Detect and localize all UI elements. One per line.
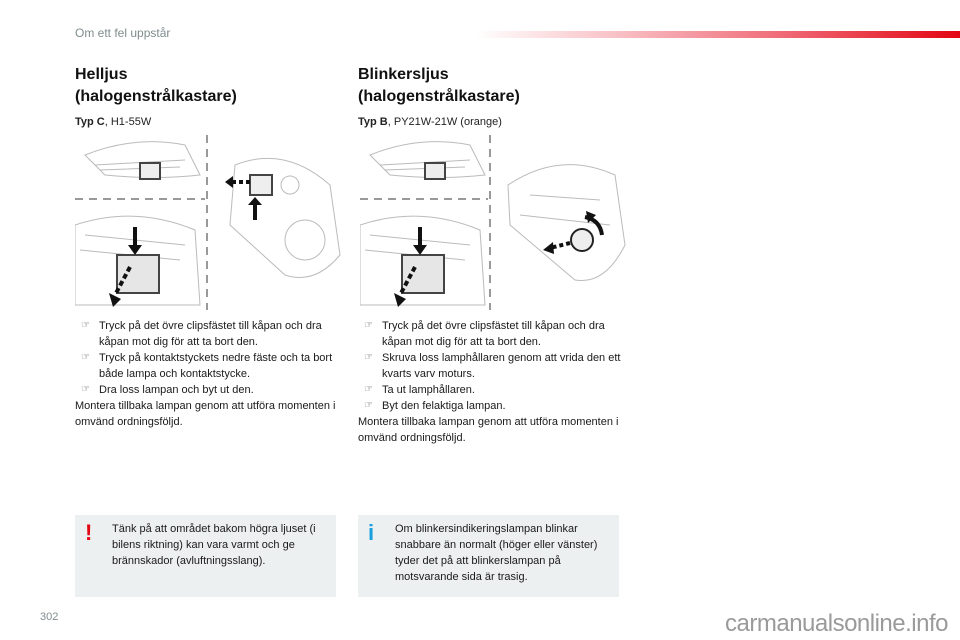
pointing-hand-icon: ☞ (364, 384, 373, 395)
step-text: Tryck på det övre clipsfästet till kåpan och dra kåpan mot dig för att ta bort den. (99, 320, 322, 348)
bulb-type-value: , PY21W-21W (orange) (387, 116, 502, 128)
step-item (75, 382, 340, 398)
section-title-line2: (halogenstrålkastare) (75, 88, 237, 105)
pointing-hand-icon: ☞ (81, 320, 90, 331)
pointing-hand-icon: ☞ (81, 384, 90, 395)
step-text: Tryck på kontaktstyckets nedre fäste och ta bort både lampa och kontaktstycke. (99, 352, 333, 380)
step-item (358, 382, 623, 398)
bulb-type-value: , H1-55W (104, 116, 152, 128)
warning-icon: ! (85, 520, 93, 545)
section-title-line1: Helljus (75, 66, 128, 83)
page-number: 302 (40, 611, 59, 623)
step-text: Dra loss lampan och byt ut den. (99, 384, 254, 396)
high-beam-steps (75, 318, 340, 430)
pointing-hand-icon: ☞ (364, 320, 373, 331)
step-text: Ta ut lamphållaren. (382, 384, 475, 396)
closing-instruction: Montera tillbaka lampan genom att utföra momenten i omvänd ordningsföljd. (358, 416, 619, 444)
bulb-type (358, 116, 623, 128)
section-title-line1: Blinkersljus (358, 66, 449, 83)
info-note (358, 515, 619, 597)
pointing-hand-icon: ☞ (364, 352, 373, 363)
step-text: Tryck på det övre clipsfästet till kåpan och dra kåpan mot dig för att ta bort den. (382, 320, 605, 348)
pointing-hand-icon: ☞ (364, 400, 373, 411)
bulb-type-label: Typ B (358, 116, 388, 128)
step-text: Byt den felaktiga lampan. (382, 400, 506, 412)
bulb-type-label: Typ C (75, 116, 105, 128)
warning-note-text: Tänk på att området bakom högra ljuset (i bilens riktning) kan vara varmt och ge brännskador (avluftningsslang). (112, 523, 316, 567)
indicator-section (358, 64, 623, 128)
step-text: Skruva loss lamphållaren genom att vrida den ett kvarts varv moturs. (382, 352, 621, 380)
step-item (75, 318, 340, 350)
step-item (358, 318, 623, 350)
header-accent-bar (475, 31, 960, 38)
indicator-bulb-removal-diagram (360, 135, 635, 310)
watermark: carmanualsonline.info (725, 610, 948, 637)
section-header: Om ett fel uppstår (75, 26, 171, 40)
headlamp-high-beam-removal-diagram (75, 135, 350, 310)
step-item (75, 350, 340, 382)
pointing-hand-icon: ☞ (81, 352, 90, 363)
info-note-text: Om blinkersindikeringslampan blinkar snabbare än normalt (höger eller vänster) tyder det på att blinkerslampan på motsvarande sida är trasig. (395, 523, 598, 583)
section-title-line2: (halogenstrålkastare) (358, 88, 520, 105)
bulb-type (75, 116, 340, 128)
warning-note (75, 515, 336, 597)
step-item (358, 398, 623, 414)
step-item (358, 350, 623, 382)
high-beam-section (75, 64, 340, 128)
closing-instruction: Montera tillbaka lampan genom att utföra momenten i omvänd ordningsföljd. (75, 400, 336, 428)
info-icon: i (368, 520, 375, 545)
indicator-steps (358, 318, 623, 446)
